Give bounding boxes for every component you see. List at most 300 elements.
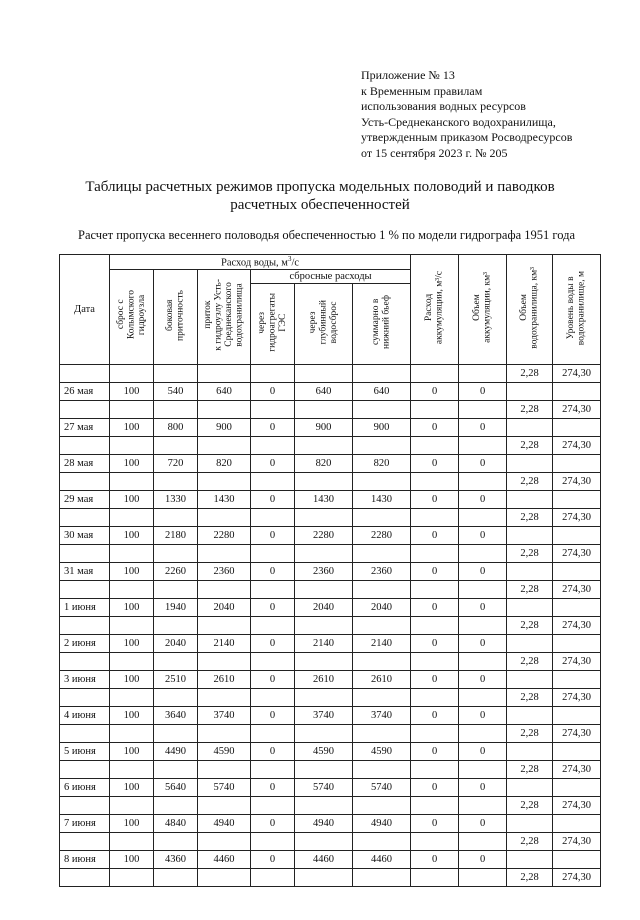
accum-vol-cell: 0 bbox=[459, 562, 507, 580]
empty-cell bbox=[553, 490, 601, 508]
empty-cell bbox=[154, 760, 198, 778]
accum-rate-cell: 0 bbox=[411, 598, 459, 616]
deep-cell: 2040 bbox=[295, 598, 353, 616]
deep-cell: 2140 bbox=[295, 634, 353, 652]
hpp-cell: 0 bbox=[251, 778, 295, 796]
total-cell: 2040 bbox=[353, 598, 411, 616]
state-row bbox=[60, 760, 601, 778]
accum-rate-cell: 0 bbox=[411, 382, 459, 400]
empty-cell bbox=[110, 760, 154, 778]
hpp-cell: 0 bbox=[251, 850, 295, 868]
volume-cell: 2,28 bbox=[507, 688, 553, 706]
flood-regime-table bbox=[59, 254, 601, 887]
accum-rate-cell: 0 bbox=[411, 418, 459, 436]
empty-cell bbox=[353, 868, 411, 886]
kolyma-cell: 100 bbox=[110, 706, 154, 724]
empty-cell bbox=[553, 598, 601, 616]
empty-cell bbox=[251, 868, 295, 886]
level-cell: 274,30 bbox=[553, 760, 601, 778]
deep-cell: 640 bbox=[295, 382, 353, 400]
lateral-cell: 4840 bbox=[154, 814, 198, 832]
empty-cell bbox=[154, 364, 198, 382]
appendix-line: Усть-Среднеканского водохранилища, bbox=[361, 114, 556, 129]
kolyma-cell: 100 bbox=[110, 778, 154, 796]
level-cell: 274,30 bbox=[553, 436, 601, 454]
header-deep-text: через глубинный водосброс bbox=[307, 299, 339, 345]
empty-cell bbox=[110, 580, 154, 598]
empty-cell bbox=[353, 688, 411, 706]
empty-cell bbox=[198, 868, 251, 886]
deep-cell: 820 bbox=[295, 454, 353, 472]
hpp-cell: 0 bbox=[251, 454, 295, 472]
table-row bbox=[60, 742, 601, 760]
empty-cell bbox=[507, 850, 553, 868]
accum-rate-cell: 0 bbox=[411, 850, 459, 868]
volume-cell: 2,28 bbox=[507, 832, 553, 850]
empty-cell bbox=[110, 796, 154, 814]
date-cell: 30 мая bbox=[60, 526, 110, 544]
deep-cell: 900 bbox=[295, 418, 353, 436]
kolyma-cell: 100 bbox=[110, 418, 154, 436]
empty-cell bbox=[60, 436, 110, 454]
empty-cell bbox=[154, 472, 198, 490]
volume-cell: 2,28 bbox=[507, 724, 553, 742]
volume-cell: 2,28 bbox=[507, 364, 553, 382]
accum-rate-cell: 0 bbox=[411, 526, 459, 544]
accum-rate-cell: 0 bbox=[411, 454, 459, 472]
table-row bbox=[60, 778, 601, 796]
empty-cell bbox=[154, 868, 198, 886]
empty-cell bbox=[507, 382, 553, 400]
empty-cell bbox=[553, 850, 601, 868]
total-cell: 2610 bbox=[353, 670, 411, 688]
appendix-note bbox=[361, 68, 572, 161]
state-row bbox=[60, 724, 601, 742]
level-cell: 274,30 bbox=[553, 868, 601, 886]
hpp-cell: 0 bbox=[251, 382, 295, 400]
empty-cell bbox=[110, 724, 154, 742]
state-row bbox=[60, 796, 601, 814]
empty-cell bbox=[553, 526, 601, 544]
lateral-cell: 2040 bbox=[154, 634, 198, 652]
total-cell: 1430 bbox=[353, 490, 411, 508]
level-cell: 274,30 bbox=[553, 472, 601, 490]
level-cell: 274,30 bbox=[553, 616, 601, 634]
empty-cell bbox=[507, 742, 553, 760]
empty-cell bbox=[251, 652, 295, 670]
table-row bbox=[60, 850, 601, 868]
appendix-line: к Временным правилам bbox=[361, 83, 483, 98]
kolyma-cell: 100 bbox=[110, 490, 154, 508]
accum-vol-cell: 0 bbox=[459, 850, 507, 868]
empty-cell bbox=[411, 652, 459, 670]
accum-vol-cell: 0 bbox=[459, 418, 507, 436]
volume-cell: 2,28 bbox=[507, 580, 553, 598]
accum-rate-cell: 0 bbox=[411, 634, 459, 652]
kolyma-cell: 100 bbox=[110, 634, 154, 652]
empty-cell bbox=[411, 508, 459, 526]
empty-cell bbox=[411, 724, 459, 742]
level-cell: 274,30 bbox=[553, 832, 601, 850]
table-row bbox=[60, 814, 601, 832]
empty-cell bbox=[553, 742, 601, 760]
empty-cell bbox=[154, 400, 198, 418]
empty-cell bbox=[411, 436, 459, 454]
header-accum-volume bbox=[459, 255, 507, 365]
appendix-line: Приложение № 13 bbox=[361, 68, 455, 82]
empty-cell bbox=[295, 616, 353, 634]
accum-rate-cell: 0 bbox=[411, 706, 459, 724]
header-water-flow-unit: 3 bbox=[287, 255, 292, 263]
empty-cell bbox=[110, 544, 154, 562]
empty-cell bbox=[353, 580, 411, 598]
total-cell: 640 bbox=[353, 382, 411, 400]
inflow-cell: 1430 bbox=[198, 490, 251, 508]
hpp-cell: 0 bbox=[251, 742, 295, 760]
header-discharge: сбросные расходы bbox=[251, 269, 411, 283]
lateral-cell: 1940 bbox=[154, 598, 198, 616]
empty-cell bbox=[295, 652, 353, 670]
date-cell: 2 июня bbox=[60, 634, 110, 652]
inflow-cell: 900 bbox=[198, 418, 251, 436]
lateral-cell: 2510 bbox=[154, 670, 198, 688]
empty-cell bbox=[353, 760, 411, 778]
empty-cell bbox=[459, 400, 507, 418]
empty-cell bbox=[154, 616, 198, 634]
empty-cell bbox=[353, 436, 411, 454]
state-row bbox=[60, 544, 601, 562]
empty-cell bbox=[60, 760, 110, 778]
empty-cell bbox=[353, 652, 411, 670]
header-water-level bbox=[553, 255, 601, 365]
empty-cell bbox=[295, 724, 353, 742]
state-row bbox=[60, 688, 601, 706]
empty-cell bbox=[110, 508, 154, 526]
accum-vol-cell: 0 bbox=[459, 634, 507, 652]
state-row bbox=[60, 652, 601, 670]
table-row bbox=[60, 598, 601, 616]
date-cell: 6 июня bbox=[60, 778, 110, 796]
empty-cell bbox=[251, 760, 295, 778]
lateral-cell: 3640 bbox=[154, 706, 198, 724]
empty-cell bbox=[251, 724, 295, 742]
accum-rate-cell: 0 bbox=[411, 490, 459, 508]
empty-cell bbox=[295, 436, 353, 454]
hpp-cell: 0 bbox=[251, 814, 295, 832]
level-cell: 274,30 bbox=[553, 364, 601, 382]
volume-cell: 2,28 bbox=[507, 544, 553, 562]
empty-cell bbox=[459, 544, 507, 562]
volume-cell: 2,28 bbox=[507, 796, 553, 814]
empty-cell bbox=[110, 832, 154, 850]
empty-cell bbox=[60, 832, 110, 850]
date-cell: 3 июня bbox=[60, 670, 110, 688]
empty-cell bbox=[251, 364, 295, 382]
volume-cell: 2,28 bbox=[507, 616, 553, 634]
empty-cell bbox=[295, 796, 353, 814]
empty-cell bbox=[353, 616, 411, 634]
empty-cell bbox=[110, 652, 154, 670]
header-accum-volume-text: Объем аккумуляции, км³ bbox=[472, 272, 493, 344]
empty-cell bbox=[154, 688, 198, 706]
header-lateral bbox=[154, 269, 198, 364]
accum-vol-cell: 0 bbox=[459, 814, 507, 832]
empty-cell bbox=[353, 796, 411, 814]
date-cell: 28 мая bbox=[60, 454, 110, 472]
inflow-cell: 2040 bbox=[198, 598, 251, 616]
accum-rate-cell: 0 bbox=[411, 778, 459, 796]
empty-cell bbox=[459, 472, 507, 490]
empty-cell bbox=[198, 616, 251, 634]
date-cell: 31 мая bbox=[60, 562, 110, 580]
document-title bbox=[40, 178, 600, 214]
inflow-cell: 4590 bbox=[198, 742, 251, 760]
level-cell: 274,30 bbox=[553, 688, 601, 706]
deep-cell: 4460 bbox=[295, 850, 353, 868]
empty-cell bbox=[507, 562, 553, 580]
level-cell: 274,30 bbox=[553, 724, 601, 742]
hpp-cell: 0 bbox=[251, 490, 295, 508]
state-row bbox=[60, 832, 601, 850]
total-cell: 4940 bbox=[353, 814, 411, 832]
empty-cell bbox=[110, 364, 154, 382]
empty-cell bbox=[295, 508, 353, 526]
header-total-text: суммарно в нижний бьеф bbox=[371, 294, 392, 349]
kolyma-cell: 100 bbox=[110, 742, 154, 760]
appendix-line: утвержденным приказом Росводресурсов bbox=[361, 130, 573, 144]
date-cell: 5 июня bbox=[60, 742, 110, 760]
lateral-cell: 540 bbox=[154, 382, 198, 400]
inflow-cell: 4460 bbox=[198, 850, 251, 868]
empty-cell bbox=[60, 580, 110, 598]
date-cell: 29 мая bbox=[60, 490, 110, 508]
accum-vol-cell: 0 bbox=[459, 526, 507, 544]
level-cell: 274,30 bbox=[553, 580, 601, 598]
empty-cell bbox=[295, 472, 353, 490]
empty-cell bbox=[60, 472, 110, 490]
total-cell: 4460 bbox=[353, 850, 411, 868]
hpp-cell: 0 bbox=[251, 598, 295, 616]
kolyma-cell: 100 bbox=[110, 670, 154, 688]
empty-cell bbox=[60, 364, 110, 382]
date-cell: 1 июня bbox=[60, 598, 110, 616]
empty-cell bbox=[154, 832, 198, 850]
empty-cell bbox=[507, 418, 553, 436]
state-row bbox=[60, 580, 601, 598]
deep-cell: 5740 bbox=[295, 778, 353, 796]
empty-cell bbox=[507, 454, 553, 472]
date-cell: 8 июня bbox=[60, 850, 110, 868]
accum-vol-cell: 0 bbox=[459, 382, 507, 400]
empty-cell bbox=[60, 724, 110, 742]
header-water-flow-label: Расход воды, м bbox=[221, 257, 288, 269]
state-row bbox=[60, 616, 601, 634]
empty-cell bbox=[251, 400, 295, 418]
empty-cell bbox=[154, 436, 198, 454]
table-row bbox=[60, 670, 601, 688]
empty-cell bbox=[507, 670, 553, 688]
deep-cell: 2280 bbox=[295, 526, 353, 544]
empty-cell bbox=[553, 706, 601, 724]
hpp-cell: 0 bbox=[251, 670, 295, 688]
table-row bbox=[60, 382, 601, 400]
volume-cell: 2,28 bbox=[507, 472, 553, 490]
inflow-cell: 2140 bbox=[198, 634, 251, 652]
empty-cell bbox=[198, 652, 251, 670]
empty-cell bbox=[411, 364, 459, 382]
accum-vol-cell: 0 bbox=[459, 706, 507, 724]
kolyma-cell: 100 bbox=[110, 454, 154, 472]
lateral-cell: 2260 bbox=[154, 562, 198, 580]
empty-cell bbox=[553, 382, 601, 400]
empty-cell bbox=[507, 778, 553, 796]
empty-cell bbox=[251, 472, 295, 490]
volume-cell: 2,28 bbox=[507, 760, 553, 778]
empty-cell bbox=[198, 400, 251, 418]
date-cell: 26 мая bbox=[60, 382, 110, 400]
empty-cell bbox=[251, 544, 295, 562]
date-cell: 4 июня bbox=[60, 706, 110, 724]
accum-vol-cell: 0 bbox=[459, 454, 507, 472]
empty-cell bbox=[295, 364, 353, 382]
table-row bbox=[60, 526, 601, 544]
deep-cell: 4940 bbox=[295, 814, 353, 832]
empty-cell bbox=[251, 832, 295, 850]
accum-vol-cell: 0 bbox=[459, 742, 507, 760]
empty-cell bbox=[198, 544, 251, 562]
level-cell: 274,30 bbox=[553, 400, 601, 418]
table-body bbox=[60, 364, 601, 886]
empty-cell bbox=[295, 580, 353, 598]
empty-cell bbox=[251, 796, 295, 814]
inflow-cell: 4940 bbox=[198, 814, 251, 832]
empty-cell bbox=[411, 580, 459, 598]
empty-cell bbox=[154, 724, 198, 742]
empty-cell bbox=[411, 868, 459, 886]
header-lateral-text: боковая приточность bbox=[165, 289, 186, 341]
empty-cell bbox=[553, 454, 601, 472]
empty-cell bbox=[459, 616, 507, 634]
state-row bbox=[60, 400, 601, 418]
total-cell: 900 bbox=[353, 418, 411, 436]
empty-cell bbox=[60, 544, 110, 562]
kolyma-cell: 100 bbox=[110, 562, 154, 580]
lateral-cell: 2180 bbox=[154, 526, 198, 544]
kolyma-cell: 100 bbox=[110, 526, 154, 544]
empty-cell bbox=[411, 400, 459, 418]
empty-cell bbox=[411, 472, 459, 490]
appendix-line: от 15 сентября 2023 г. № 205 bbox=[361, 145, 508, 160]
title-line-2: расчетных обеспеченностей bbox=[230, 197, 410, 213]
table-row bbox=[60, 454, 601, 472]
empty-cell bbox=[459, 436, 507, 454]
kolyma-cell: 100 bbox=[110, 814, 154, 832]
volume-cell: 2,28 bbox=[507, 868, 553, 886]
empty-cell bbox=[295, 832, 353, 850]
total-cell: 820 bbox=[353, 454, 411, 472]
kolyma-cell: 100 bbox=[110, 382, 154, 400]
date-cell: 7 июня bbox=[60, 814, 110, 832]
empty-cell bbox=[411, 544, 459, 562]
level-cell: 274,30 bbox=[553, 508, 601, 526]
volume-cell: 2,28 bbox=[507, 436, 553, 454]
empty-cell bbox=[198, 508, 251, 526]
header-water-level-text: Уровень воды в водохранилище, м bbox=[566, 270, 587, 345]
empty-cell bbox=[251, 580, 295, 598]
lateral-cell: 720 bbox=[154, 454, 198, 472]
empty-cell bbox=[507, 634, 553, 652]
header-reservoir-volume-text: Объем водохранилища, км³ bbox=[519, 266, 540, 349]
empty-cell bbox=[251, 436, 295, 454]
title-line-1: Таблицы расчетных режимов пропуска модельных половодий и паводков bbox=[85, 179, 555, 195]
state-row bbox=[60, 508, 601, 526]
table-row bbox=[60, 418, 601, 436]
empty-cell bbox=[198, 832, 251, 850]
empty-cell bbox=[198, 688, 251, 706]
empty-cell bbox=[353, 508, 411, 526]
total-cell: 2140 bbox=[353, 634, 411, 652]
empty-cell bbox=[110, 436, 154, 454]
header-reservoir-volume bbox=[507, 255, 553, 365]
empty-cell bbox=[154, 508, 198, 526]
accum-vol-cell: 0 bbox=[459, 670, 507, 688]
empty-cell bbox=[553, 418, 601, 436]
empty-cell bbox=[198, 760, 251, 778]
empty-cell bbox=[295, 544, 353, 562]
lateral-cell: 1330 bbox=[154, 490, 198, 508]
lateral-cell: 5640 bbox=[154, 778, 198, 796]
kolyma-cell: 100 bbox=[110, 850, 154, 868]
empty-cell bbox=[60, 616, 110, 634]
empty-cell bbox=[198, 472, 251, 490]
empty-cell bbox=[60, 688, 110, 706]
empty-cell bbox=[507, 526, 553, 544]
deep-cell: 1430 bbox=[295, 490, 353, 508]
date-cell: 27 мая bbox=[60, 418, 110, 436]
hpp-cell: 0 bbox=[251, 526, 295, 544]
header-total bbox=[353, 283, 411, 364]
empty-cell bbox=[154, 580, 198, 598]
appendix-line: использования водных ресурсов bbox=[361, 99, 526, 113]
empty-cell bbox=[60, 652, 110, 670]
empty-cell bbox=[459, 724, 507, 742]
empty-cell bbox=[411, 760, 459, 778]
empty-cell bbox=[198, 580, 251, 598]
empty-cell bbox=[459, 580, 507, 598]
empty-cell bbox=[154, 652, 198, 670]
inflow-cell: 3740 bbox=[198, 706, 251, 724]
empty-cell bbox=[459, 760, 507, 778]
hpp-cell: 0 bbox=[251, 418, 295, 436]
empty-cell bbox=[60, 868, 110, 886]
accum-rate-cell: 0 bbox=[411, 814, 459, 832]
initial-state-row bbox=[60, 364, 601, 382]
header-deep bbox=[295, 283, 353, 364]
accum-rate-cell: 0 bbox=[411, 742, 459, 760]
empty-cell bbox=[459, 652, 507, 670]
level-cell: 274,30 bbox=[553, 652, 601, 670]
hpp-cell: 0 bbox=[251, 634, 295, 652]
deep-cell: 2610 bbox=[295, 670, 353, 688]
inflow-cell: 820 bbox=[198, 454, 251, 472]
empty-cell bbox=[507, 814, 553, 832]
empty-cell bbox=[251, 688, 295, 706]
empty-cell bbox=[553, 778, 601, 796]
total-cell: 5740 bbox=[353, 778, 411, 796]
empty-cell bbox=[553, 814, 601, 832]
table-row bbox=[60, 562, 601, 580]
table-row bbox=[60, 706, 601, 724]
